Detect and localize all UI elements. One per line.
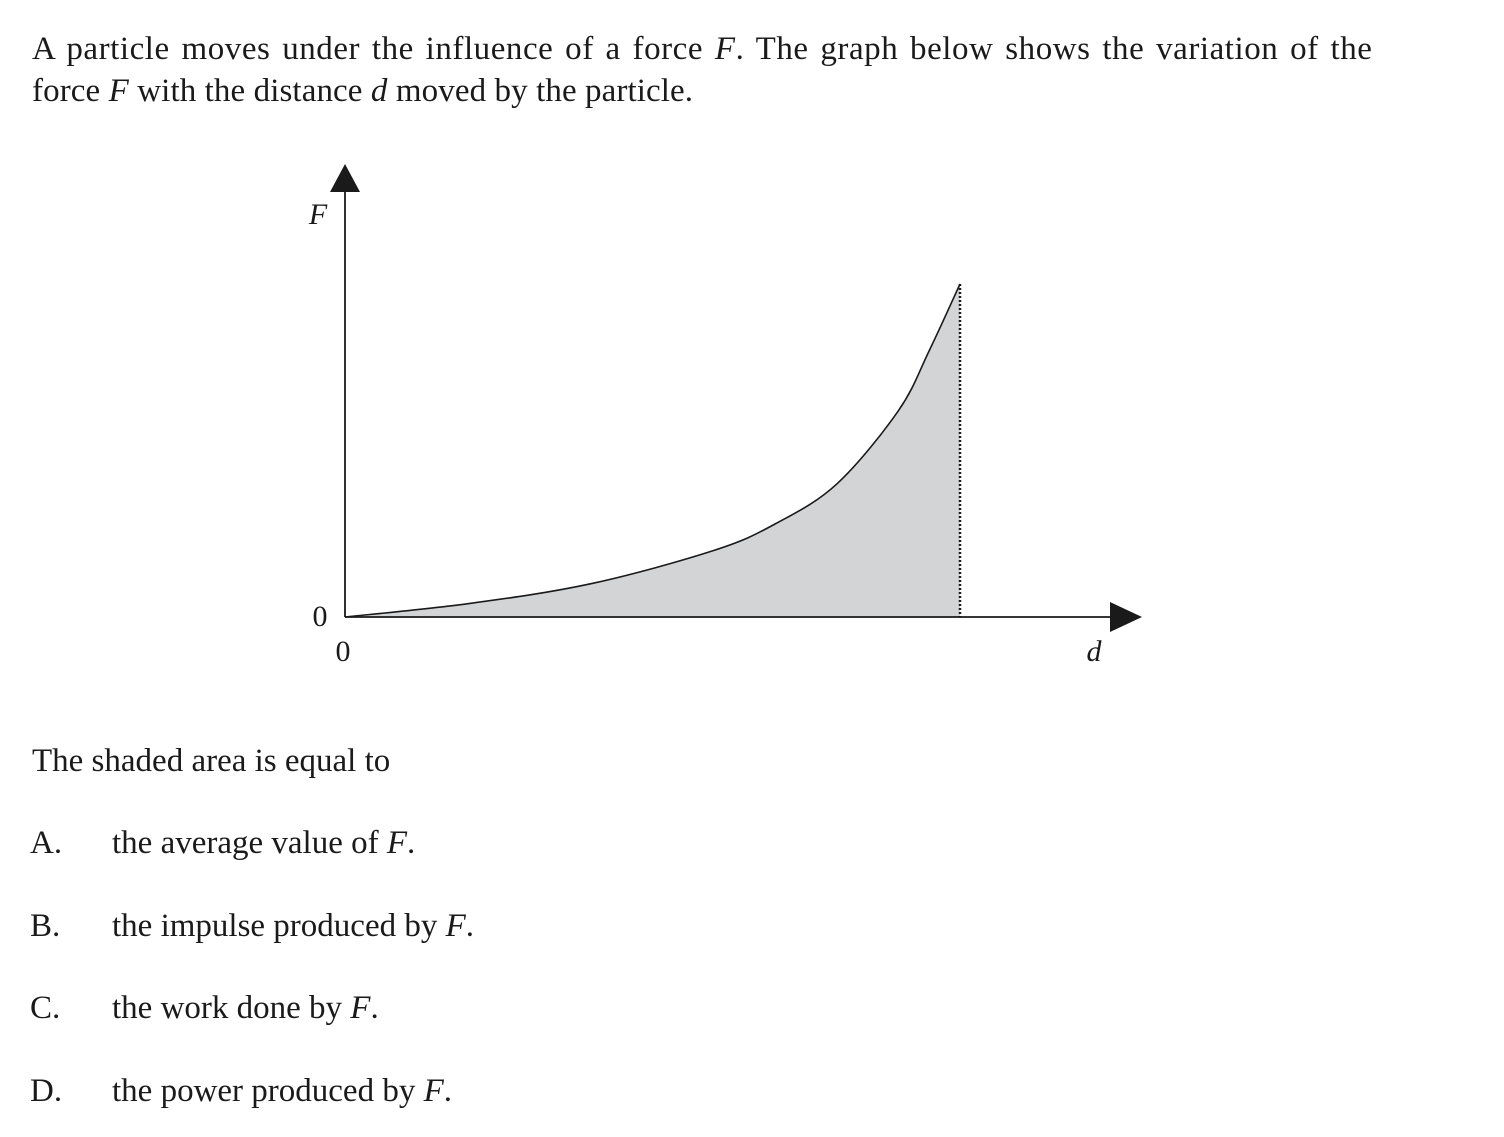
x-axis-arrow-icon	[1110, 602, 1142, 632]
question-intro-line-1: A particle moves under the influence of a force F. The graph below shows the variation of the	[32, 31, 1373, 67]
option-text: the impulse produced by F.	[112, 908, 475, 944]
option-letter: A.	[30, 825, 63, 861]
option-letter: C.	[30, 990, 61, 1026]
force-variable: F	[108, 73, 129, 109]
force-variable: F	[714, 31, 736, 67]
x-origin-label: 0	[335, 635, 351, 668]
option-text: the average value of F.	[112, 825, 416, 861]
question-prompt: The shaded area is equal to	[32, 743, 391, 779]
y-axis-label: F	[308, 198, 328, 231]
y-axis-arrow-icon	[330, 164, 360, 192]
question-intro-line-2: force F with the distance d moved by the particle.	[32, 73, 694, 109]
option-text: the power produced by F.	[112, 1073, 452, 1109]
distance-variable: d	[370, 73, 388, 109]
option-letter: D.	[30, 1073, 63, 1109]
x-axis-label: d	[1086, 635, 1102, 668]
option-letter: B.	[30, 908, 61, 944]
option-text: the work done by F.	[112, 990, 379, 1026]
y-origin-label: 0	[312, 600, 328, 633]
